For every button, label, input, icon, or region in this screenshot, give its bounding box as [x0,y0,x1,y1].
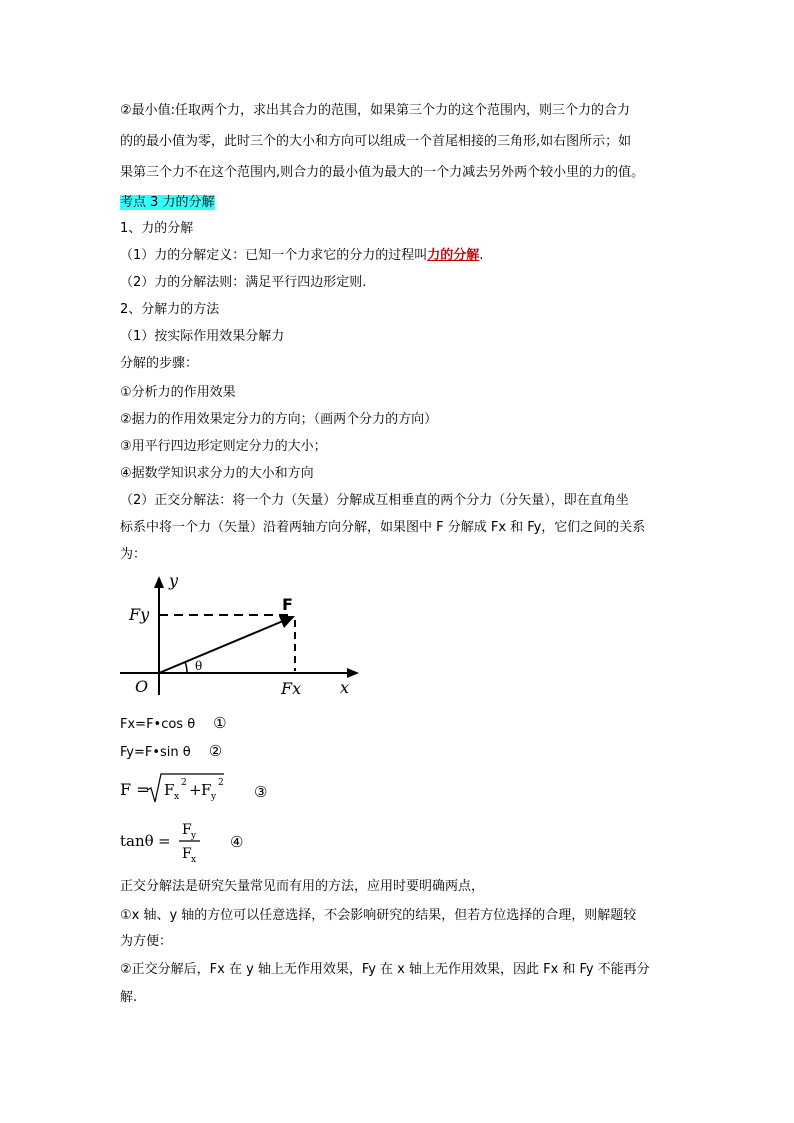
formula-3-plus: + [189,781,202,799]
min-value-line-1: ②最小值:任取两个力，求出其合力的范围，如果第三个力的这个范围内，则三个力的合力 [120,103,631,118]
y-axis-arrowhead [154,576,164,588]
theta-label: θ [195,659,203,673]
definition-term: 力的分解 [427,248,480,263]
x-axis-arrowhead [347,668,359,678]
formula-2-number: ② [208,742,223,760]
step-4: ④据数学知识求分力的大小和方向 [120,466,314,481]
formula-2 [120,742,222,762]
point2-line-1: ②正交分解后，Fx 在 y 轴上无作用效果，Fy 在 x 轴上无作用效果，因此 Fx 和 Fy 不能再分 [120,962,650,977]
ortho-line-3: 为： [120,547,147,562]
formula-3-fx: F [164,781,175,799]
y-axis-label: y [169,571,179,590]
method1-line: （1）按实际作用效果分解力 [120,329,285,344]
formula-4-numerator-sub: y [191,831,197,841]
formula-4-number: ④ [230,833,244,851]
min-value-line-2: 的的最小值为零，此时三个的大小和方向可以组成一个首尾相接的三角形,如右图所示；如 [120,134,632,149]
rule-line: （2）力的分解法则：满足平行四边形定则. [120,275,367,290]
item2-title: 2、分解力的方法 [120,302,220,317]
section-heading-text: 考点 3 力的分解 [120,195,215,210]
formula-4-denominator: F [182,846,192,862]
formula-3-fx-sub: x [174,792,180,802]
formula-4 [118,816,258,866]
formula-3-fy: F [201,781,212,799]
point1-line-1: ①x 轴、y 轴的方位可以任意选择，不会影响研究的结果，但若方位选择的合理，则解题较 [120,908,637,923]
ortho-line-1: （2）正交分解法：将一个力（矢量）分解成互相垂直的两个分力（分矢量），即在直角坐 [120,493,629,508]
f-label: F [282,595,293,614]
origin-label: O [135,677,149,696]
force-vector [159,621,283,673]
definition-suffix: . [479,248,484,263]
formula-3 [118,770,278,810]
force-diagram [115,570,365,705]
formula-3-lhs: F = [120,780,150,799]
formula-1-number: ① [213,714,227,732]
formula-4-eq: = [158,832,171,850]
definition-line [120,247,483,265]
formula-3-fy-sub: y [211,792,217,802]
item1-title: 1、力的分解 [120,221,194,236]
formula-1-text: Fx=F•cos θ [120,717,196,732]
formula-1 [120,714,227,734]
point2-line-2: 解. [120,990,138,1005]
step-2: ②据力的作用效果定分力的方向；（画两个分力的方向） [120,412,438,427]
conclusion-intro: 正交分解法是研究矢量常见而有用的方法，应用时要明确两点， [120,879,485,894]
min-value-line-3: 果第三个力不在这个范围内,则合力的最小值为最大的一个力减去另外两个较小里的力的值。 [120,165,645,180]
formula-2-text: Fy=F•sin θ [120,745,191,760]
fx-label: Fx [281,679,302,698]
definition-prefix: （1）力的分解定义：已知一个力求它的分力的过程叫 [120,248,428,263]
formula-3-fy-sup: 2 [218,778,224,788]
formula-4-denominator-sub: x [191,855,197,865]
fy-label: Fy [129,605,150,624]
step-1: ①分析力的作用效果 [120,385,236,400]
section-heading [120,194,215,212]
theta-arc [185,662,187,673]
x-axis-label: x [340,678,350,697]
steps-title: 分解的步骤： [120,356,199,371]
step-3: ③用平行四边形定则定分力的大小； [120,439,327,454]
formula-3-fx-sup: 2 [181,778,187,788]
formula-4-numerator: F [182,822,192,838]
ortho-line-2: 标系中将一个力（矢量）沿着两轴方向分解，如果图中 F 分解成 Fx 和 Fy，它们之间的关系 [120,520,646,535]
formula-4-lhs: tanθ [120,832,154,850]
formula-3-number: ③ [254,783,268,801]
point1-line-2: 为方便： [120,934,173,949]
